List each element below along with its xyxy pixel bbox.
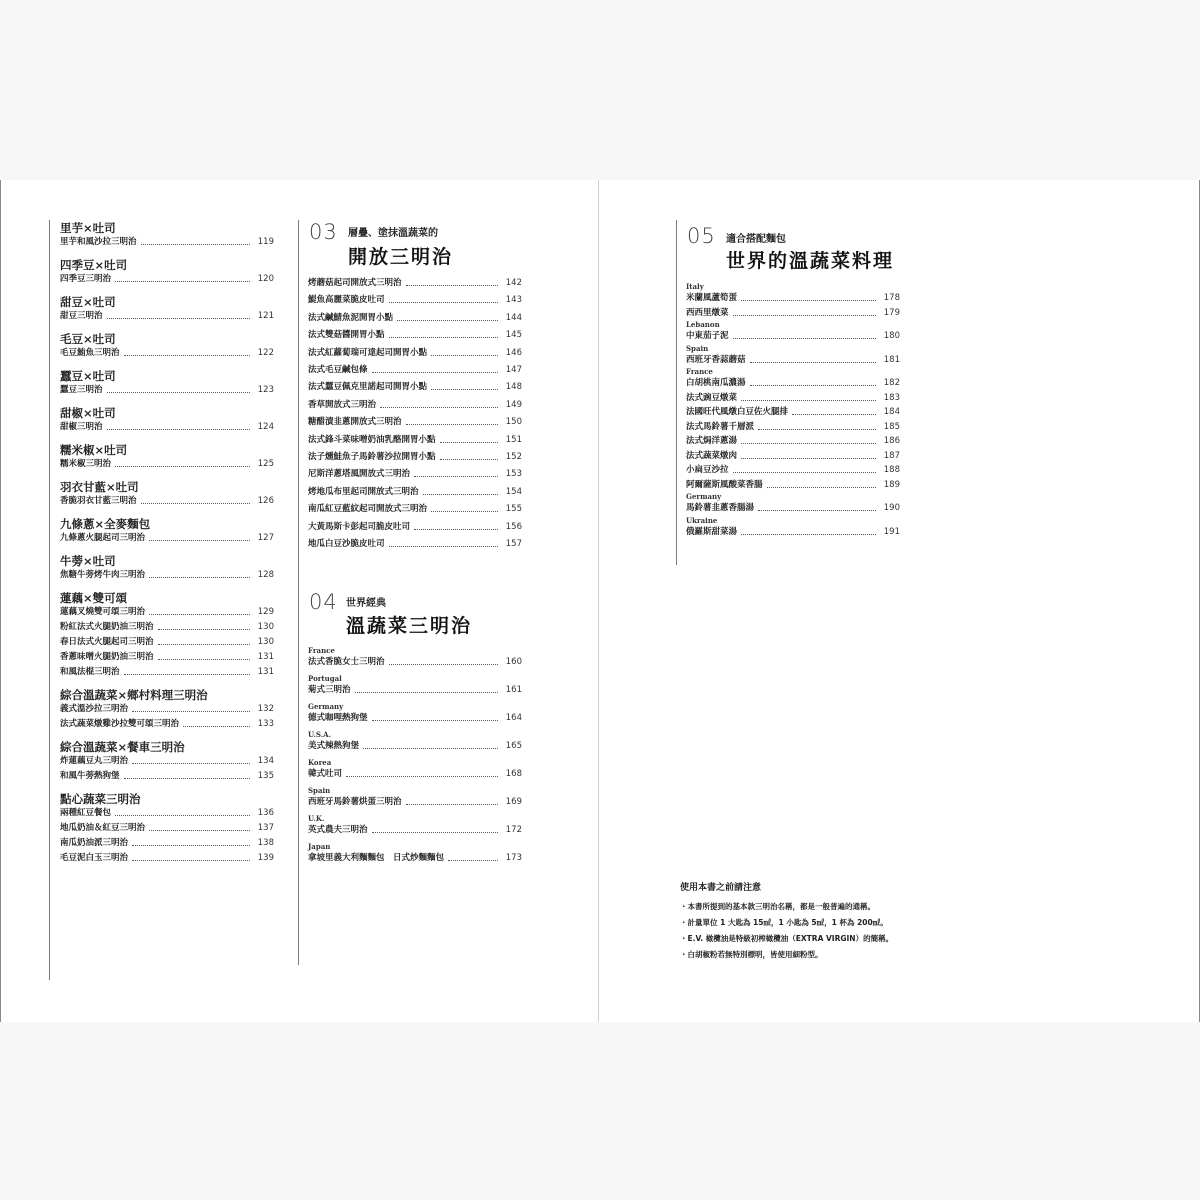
toc-group-header: 糯米椒×吐司 <box>60 443 128 457</box>
toc-entry <box>60 620 274 632</box>
toc-leader-dots <box>355 692 498 693</box>
toc-country-label: France <box>308 646 335 655</box>
toc-entry-title: 法式馬鈴薯千層派 <box>686 421 755 432</box>
section-03-list <box>308 276 522 566</box>
toc-group-header: 蓮藕×雙可頌 <box>60 591 128 605</box>
toc-country-label: Portugal <box>308 674 342 683</box>
toc-entry <box>60 272 274 284</box>
toc-entry-title: 美式辣熱狗堡 <box>308 741 360 751</box>
toc-entry-title: 西班牙香蒜蘑菇 <box>686 354 746 365</box>
toc-entry-page: 150 <box>505 417 522 428</box>
toc-entry <box>60 806 274 818</box>
toc-entry-page: 188 <box>883 465 900 475</box>
toc-entry-page: 161 <box>505 685 522 695</box>
toc-entry <box>686 478 900 490</box>
toc-entry-page: 169 <box>505 797 522 807</box>
toc-entry <box>60 754 274 766</box>
toc-country-label: Italy <box>686 282 704 291</box>
toc-entry-title: 和風法棍三明治 <box>60 667 120 677</box>
toc-entry-title: 白胡桃南瓜濃湯 <box>686 378 746 388</box>
section-03-subtitle: 層疊、塗抹溫蔬菜的 <box>348 228 438 239</box>
toc-entry-page: 142 <box>505 278 522 288</box>
toc-leader-dots <box>741 443 876 444</box>
toc-leader-dots <box>431 355 498 356</box>
usage-note-item: ・計量單位 1 大匙為 15㎖，1 小匙為 5㎖，1 杯為 200㎖。 <box>680 918 888 927</box>
toc-entry <box>686 420 900 432</box>
toc-leader-dots <box>115 466 250 467</box>
toc-entry-title: 甜豆三明治 <box>60 311 103 321</box>
toc-leader-dots <box>431 389 498 390</box>
toc-entry <box>686 525 900 537</box>
section-03 <box>298 180 538 580</box>
toc-entry-title: 香草開放式三明治 <box>308 399 377 410</box>
toc-entry <box>686 449 900 461</box>
toc-entry-page: 129 <box>257 607 274 617</box>
toc-entry <box>60 309 274 321</box>
toc-entry <box>686 329 900 341</box>
toc-leader-dots <box>158 659 250 660</box>
toc-entry <box>308 346 522 358</box>
toc-entry-title: 大黃馬斯卡彭起司脆皮吐司 <box>308 521 411 532</box>
toc-country-label: Germany <box>308 702 344 711</box>
toc-entry <box>60 851 274 863</box>
toc-entry-page: 135 <box>257 771 274 781</box>
toc-entry-page: 144 <box>505 312 522 323</box>
toc-entry-title: 南瓜紅豆藍紋起司開放式三明治 <box>308 504 428 515</box>
toc-entry-page: 127 <box>257 533 274 543</box>
toc-entry-title: 法國旺代風燉白豆佐火腿排 <box>686 407 789 417</box>
toc-entry-page: 123 <box>257 385 274 395</box>
toc-entry-title: 法式紅蘿蔔瑞可達起司開胃小點 <box>308 347 428 358</box>
toc-leader-dots <box>132 860 250 861</box>
toc-group-header: 綜合溫蔬菜×鄉村料理三明治 <box>60 688 208 702</box>
toc-leader-dots <box>750 385 876 386</box>
toc-entry-title: 西西里燉菜 <box>686 307 729 318</box>
toc-leader-dots <box>440 459 498 460</box>
toc-entry-title: 香脆羽衣甘藍三明治 <box>60 496 137 506</box>
toc-entry-title: 馬鈴薯韭蔥香腸湯 <box>686 503 755 513</box>
toc-entry <box>308 502 522 514</box>
toc-country-label: Japan <box>308 842 331 851</box>
toc-entry-title: 英式農夫三明治 <box>308 825 368 835</box>
toc-entry <box>60 821 274 833</box>
toc-leader-dots <box>124 674 250 675</box>
toc-entry <box>60 494 274 506</box>
toc-entry-page: 154 <box>505 486 522 497</box>
toc-entry <box>60 346 274 358</box>
toc-leader-dots <box>733 338 876 339</box>
toc-entry-page: 165 <box>505 741 522 751</box>
toc-entry-page: 155 <box>505 504 522 515</box>
toc-entry-title: 法式蠶豆佩克里諾起司開胃小點 <box>308 382 428 393</box>
toc-entry-title: 中東茄子泥 <box>686 331 729 341</box>
toc-entry <box>60 605 274 617</box>
toc-entry-title: 粉紅法式火腿奶油三明治 <box>60 622 154 632</box>
section-05 <box>676 180 936 580</box>
toc-entry-page: 190 <box>883 503 900 513</box>
toc-group-header: 羽衣甘藍×吐司 <box>60 480 139 494</box>
toc-entry-title: 法式香脆女士三明治 <box>308 657 385 667</box>
toc-entry-page: 120 <box>257 274 274 284</box>
section-05-number: 05 <box>687 224 716 248</box>
toc-entry-page: 131 <box>257 652 274 662</box>
toc-leader-dots <box>440 442 498 443</box>
toc-entry-title: 糯米椒三明治 <box>60 459 112 469</box>
toc-entry <box>60 420 274 432</box>
toc-entry-page: 148 <box>505 382 522 393</box>
toc-entry <box>686 434 900 446</box>
toc-leader-dots <box>758 429 876 430</box>
toc-entry <box>60 568 274 580</box>
toc-entry-page: 186 <box>883 436 900 446</box>
toc-entry-page: 156 <box>505 521 522 532</box>
toc-entry <box>308 398 522 410</box>
toc-entry-page: 128 <box>257 570 274 580</box>
toc-entry-page: 143 <box>505 295 522 306</box>
toc-entry-page: 173 <box>505 853 522 863</box>
toc-entry-page: 130 <box>257 637 274 647</box>
toc-entry <box>308 485 522 497</box>
toc-entry-page: 137 <box>257 823 274 833</box>
toc-leader-dots <box>115 815 250 816</box>
toc-entry <box>60 635 274 647</box>
toc-entry-title: 德式咖哩熱狗堡 <box>308 713 368 723</box>
toc-entry-page: 168 <box>505 769 522 779</box>
toc-entry-page: 139 <box>257 853 274 863</box>
toc-entry-page: 126 <box>257 496 274 506</box>
toc-entry-page: 181 <box>883 354 900 365</box>
toc-entry-page: 179 <box>883 307 900 318</box>
toc-entry <box>60 769 274 781</box>
section-03-number: 03 <box>309 220 338 244</box>
toc-group-header: 牛蒡×吐司 <box>60 554 116 568</box>
toc-leader-dots <box>107 429 250 430</box>
toc-entry <box>686 501 900 513</box>
section-04-number: 04 <box>309 590 338 614</box>
toc-leader-dots <box>372 720 498 721</box>
section-03-title: 開放三明治 <box>348 246 454 268</box>
toc-country-label: Lebanon <box>686 320 720 329</box>
section-04 <box>298 580 538 900</box>
toc-leader-dots <box>741 400 876 401</box>
toc-entry-title: 蓮藕叉燒雙可頌三明治 <box>60 607 146 617</box>
toc-entry <box>686 391 900 403</box>
toc-entry-title: 法式豌豆燉菜 <box>686 392 738 403</box>
toc-entry-title: 毛豆鮪魚三明治 <box>60 348 120 358</box>
toc-entry-title: 香蔥味噌火腿奶油三明治 <box>60 652 154 662</box>
toc-entry-page: 121 <box>257 311 274 321</box>
section-05-list <box>686 282 900 572</box>
toc-entry <box>60 383 274 395</box>
toc-entry-title: 四季豆三明治 <box>60 274 112 284</box>
toc-leader-dots <box>149 540 250 541</box>
toc-leader-dots <box>414 529 498 530</box>
toc-entry-title: 焦糖牛蒡烤牛肉三明治 <box>60 570 146 580</box>
toc-group-header: 蠶豆×吐司 <box>60 369 116 383</box>
toc-entry-title: 義式溫沙拉三明治 <box>60 704 129 714</box>
toc-entry-title: 毛豆泥白玉三明治 <box>60 853 129 863</box>
toc-entry <box>308 450 522 462</box>
toc-entry-title: 地瓜白豆沙脆皮吐司 <box>308 539 385 549</box>
toc-entry-title: 小扁豆沙拉 <box>686 465 729 475</box>
toc-entry <box>308 415 522 427</box>
toc-entry-title: 阿爾薩斯風酸菜香腸 <box>686 479 763 490</box>
toc-entry-title: 和風牛蒡熱狗堡 <box>60 771 120 781</box>
toc-entry-title: 地瓜奶油＆紅豆三明治 <box>60 823 146 833</box>
toc-entry-page: 182 <box>883 378 900 388</box>
toc-entry-page: 136 <box>257 808 274 818</box>
toc-leader-dots <box>380 407 498 408</box>
toc-leader-dots <box>141 503 250 504</box>
toc-entry <box>60 531 274 543</box>
toc-entry-page: 145 <box>505 330 522 341</box>
toc-leader-dots <box>363 748 498 749</box>
toc-entry-title: 春日法式火腿起司三明治 <box>60 637 154 647</box>
left-page-edge <box>0 180 1 1022</box>
toc-leader-dots <box>158 629 250 630</box>
toc-entry-page: 153 <box>505 469 522 480</box>
toc-entry <box>308 683 522 695</box>
section-04-subtitle: 世界經典 <box>346 598 386 609</box>
toc-entry-page: 149 <box>505 399 522 410</box>
toc-entry <box>60 665 274 677</box>
toc-leader-dots <box>741 300 876 301</box>
toc-entry-page: 187 <box>883 450 900 461</box>
toc-entry-title: 甜椒三明治 <box>60 422 103 432</box>
section-05-subtitle: 適合搭配麵包 <box>726 234 786 245</box>
toc-entry-page: 172 <box>505 825 522 835</box>
toc-entry <box>308 851 522 863</box>
toc-entry <box>308 276 522 288</box>
toc-entry-page: 157 <box>505 539 522 549</box>
toc-leader-dots <box>767 487 876 488</box>
toc-entry-title: 法式雙菇醬開胃小點 <box>308 330 385 341</box>
toc-entry-title: 烤地瓜布里起司開放式三明治 <box>308 486 419 497</box>
toc-entry <box>60 836 274 848</box>
toc-country-label: Spain <box>308 786 331 795</box>
toc-leader-dots <box>758 510 876 511</box>
toc-entry <box>308 655 522 667</box>
toc-leader-dots <box>346 776 498 777</box>
toc-country-label: France <box>686 367 713 376</box>
toc-leader-dots <box>406 804 498 805</box>
toc-entry-page: 178 <box>883 293 900 303</box>
toc-entry-page: 151 <box>505 434 522 445</box>
usage-note-item: ・白胡椒粉若無特別標明，皆使用細粉型。 <box>680 950 823 959</box>
toc-entry-page: 134 <box>257 756 274 766</box>
toc-country-label: U.S.A. <box>308 730 332 739</box>
toc-leader-dots <box>124 355 250 356</box>
toc-group-header: 甜椒×吐司 <box>60 406 116 420</box>
toc-entry-page: 130 <box>257 622 274 632</box>
toc-leader-dots <box>115 281 250 282</box>
toc-leader-dots <box>431 511 498 512</box>
toc-entry-page: 138 <box>257 838 274 848</box>
usage-note-item: ・E.V. 橄欖油是特級初榨橄欖油（EXTRA VIRGIN）的簡稱。 <box>680 934 894 943</box>
toc-country-label: U.K. <box>308 814 325 823</box>
toc-country-label: Germany <box>686 492 722 501</box>
toc-entry-title: 糖醋漬韭蔥開放式三明治 <box>308 417 402 428</box>
toc-entry-page: 146 <box>505 347 522 358</box>
toc-leader-dots <box>132 763 250 764</box>
toc-leader-dots <box>423 494 498 495</box>
toc-entry-page: 160 <box>505 657 522 667</box>
section-05-title: 世界的溫蔬菜料理 <box>726 250 895 272</box>
toc-group-header: 里芋×吐司 <box>60 221 116 235</box>
toc-country-label: Korea <box>308 758 332 767</box>
toc-entry <box>308 293 522 305</box>
toc-leader-dots <box>132 711 250 712</box>
toc-entry <box>60 650 274 662</box>
toc-entry-title: 韓式吐司 <box>308 769 343 779</box>
toc-leader-dots <box>149 830 250 831</box>
toc-entry-page: 180 <box>883 331 900 341</box>
toc-entry-title: 炸蓮藕豆丸三明治 <box>60 756 129 766</box>
toc-entry <box>308 711 522 723</box>
toc-entry-title: 菊式三明治 <box>308 685 351 695</box>
section-04-title: 溫蔬菜三明治 <box>346 615 473 637</box>
toc-entry <box>308 823 522 835</box>
toc-entry-title: 里芋和風沙拉三明治 <box>60 237 137 247</box>
toc-entry-page: 119 <box>257 237 274 247</box>
toc-leader-dots <box>149 614 250 615</box>
toc-entry-title: 烤蘑菇起司開放式三明治 <box>308 278 402 288</box>
toc-leader-dots <box>733 472 876 473</box>
toc-entry-page: 189 <box>883 479 900 490</box>
toc-leader-dots <box>741 458 876 459</box>
toc-leader-dots <box>107 318 250 319</box>
toc-entry <box>686 306 900 318</box>
toc-entry-title: 南瓜奶油派三明治 <box>60 838 129 848</box>
toc-entry-page: 131 <box>257 667 274 677</box>
toc-entry <box>308 433 522 445</box>
toc-entry-title: 法式蔬菜燉雞沙拉雙可頌三明治 <box>60 719 180 729</box>
toc-entry <box>686 463 900 475</box>
toc-entry <box>308 739 522 751</box>
toc-entry <box>308 380 522 392</box>
toc-entry <box>60 457 274 469</box>
toc-leader-dots <box>741 534 876 535</box>
toc-leader-dots <box>141 244 250 245</box>
toc-entry-title: 西班牙馬鈴薯烘蛋三明治 <box>308 797 402 807</box>
toc-group-header: 四季豆×吐司 <box>60 258 128 272</box>
toc-entry-page: 132 <box>257 704 274 714</box>
toc-leader-dots <box>406 285 498 286</box>
toc-entry <box>308 795 522 807</box>
toc-entry <box>308 467 522 479</box>
toc-entry-page: 125 <box>257 459 274 469</box>
toc-group-header: 毛豆×吐司 <box>60 332 116 346</box>
toc-entry <box>308 311 522 323</box>
book-spread <box>0 180 1200 1022</box>
toc-group-header: 九條蔥×全麥麵包 <box>60 517 151 531</box>
column-rule-left <box>49 220 50 980</box>
toc-entry-title: 鯷魚高麗菜脆皮吐司 <box>308 295 385 306</box>
toc-entry-page: 183 <box>883 392 900 403</box>
toc-entry <box>60 702 274 714</box>
toc-entry-title: 法式鋒斗菜味噌奶油乳酪開胃小點 <box>308 434 436 445</box>
toc-entry-title: 俄羅斯甜菜湯 <box>686 526 738 537</box>
toc-entry-page: 185 <box>883 421 900 432</box>
toc-entry-title: 米蘭風蘆筍蛋 <box>686 293 738 303</box>
toc-entry-title: 兩種紅豆餐包 <box>60 808 112 818</box>
toc-leader-dots <box>389 664 498 665</box>
toc-leader-dots <box>750 362 876 363</box>
toc-leader-dots <box>389 337 498 338</box>
toc-entry <box>60 235 274 247</box>
toc-leader-dots <box>792 414 876 415</box>
toc-group-header: 點心蔬菜三明治 <box>60 792 141 806</box>
toc-entry-title: 拿坡里義大利麵麵包 日式炒麵麵包 <box>308 853 445 863</box>
usage-notes-title: 使用本書之前請注意 <box>680 883 762 893</box>
toc-entry <box>686 291 900 303</box>
toc-leader-dots <box>107 392 250 393</box>
toc-entry-page: 133 <box>257 719 274 729</box>
toc-entry-page: 122 <box>257 348 274 358</box>
toc-leader-dots <box>733 315 876 316</box>
usage-notes <box>680 880 980 963</box>
toc-group-header: 綜合溫蔬菜×餐車三明治 <box>60 740 185 754</box>
toc-leader-dots <box>372 832 498 833</box>
toc-leader-dots <box>397 320 498 321</box>
toc-group-header: 甜豆×吐司 <box>60 295 116 309</box>
toc-leader-dots <box>372 372 498 373</box>
toc-leader-dots <box>132 845 250 846</box>
toc-entry-title: 法式焗洋蔥湯 <box>686 436 738 446</box>
toc-leader-dots <box>124 778 250 779</box>
toc-entry <box>686 405 900 417</box>
toc-entry <box>686 376 900 388</box>
toc-entry-page: 191 <box>883 526 900 537</box>
toc-leader-dots <box>414 476 498 477</box>
book-gutter <box>598 180 599 1022</box>
toc-entry <box>308 363 522 375</box>
toc-leader-dots <box>406 424 498 425</box>
toc-entry-title: 法式毛豆鹹包條 <box>308 365 368 375</box>
toc-left-column <box>60 180 274 1022</box>
toc-entry-page: 147 <box>505 365 522 375</box>
toc-leader-dots <box>389 302 498 303</box>
toc-entry <box>308 520 522 532</box>
toc-entry-page: 164 <box>505 713 522 723</box>
toc-entry-title: 法式蔬菜燉肉 <box>686 450 738 461</box>
toc-entry-title: 尼斯洋蔥塔風開放式三明治 <box>308 469 411 480</box>
toc-leader-dots <box>149 577 250 578</box>
toc-entry-title: 法子燻鮭魚子馬鈴薯沙拉開胃小點 <box>308 452 436 462</box>
toc-entry-page: 124 <box>257 422 274 432</box>
toc-entry <box>60 717 274 729</box>
toc-entry <box>308 767 522 779</box>
toc-country-label: Spain <box>686 343 709 353</box>
toc-leader-dots <box>183 726 250 727</box>
section-04-list <box>308 646 522 876</box>
toc-entry-page: 184 <box>883 407 900 417</box>
toc-country-label: Ukraine <box>686 515 718 525</box>
toc-entry <box>308 537 522 549</box>
toc-entry-page: 152 <box>505 452 522 462</box>
toc-entry <box>686 353 900 365</box>
toc-leader-dots <box>158 644 250 645</box>
usage-note-item: ・本書所提到的基本款三明治名稱，都是一般普遍的通稱。 <box>680 902 875 911</box>
toc-entry <box>308 328 522 340</box>
toc-entry-title: 法式鹹鯖魚泥開胃小點 <box>308 312 394 323</box>
toc-entry-title: 蠶豆三明治 <box>60 385 103 395</box>
toc-entry-title: 九條蔥火腿起司三明治 <box>60 533 146 543</box>
toc-leader-dots <box>448 860 498 861</box>
toc-leader-dots <box>389 546 498 547</box>
